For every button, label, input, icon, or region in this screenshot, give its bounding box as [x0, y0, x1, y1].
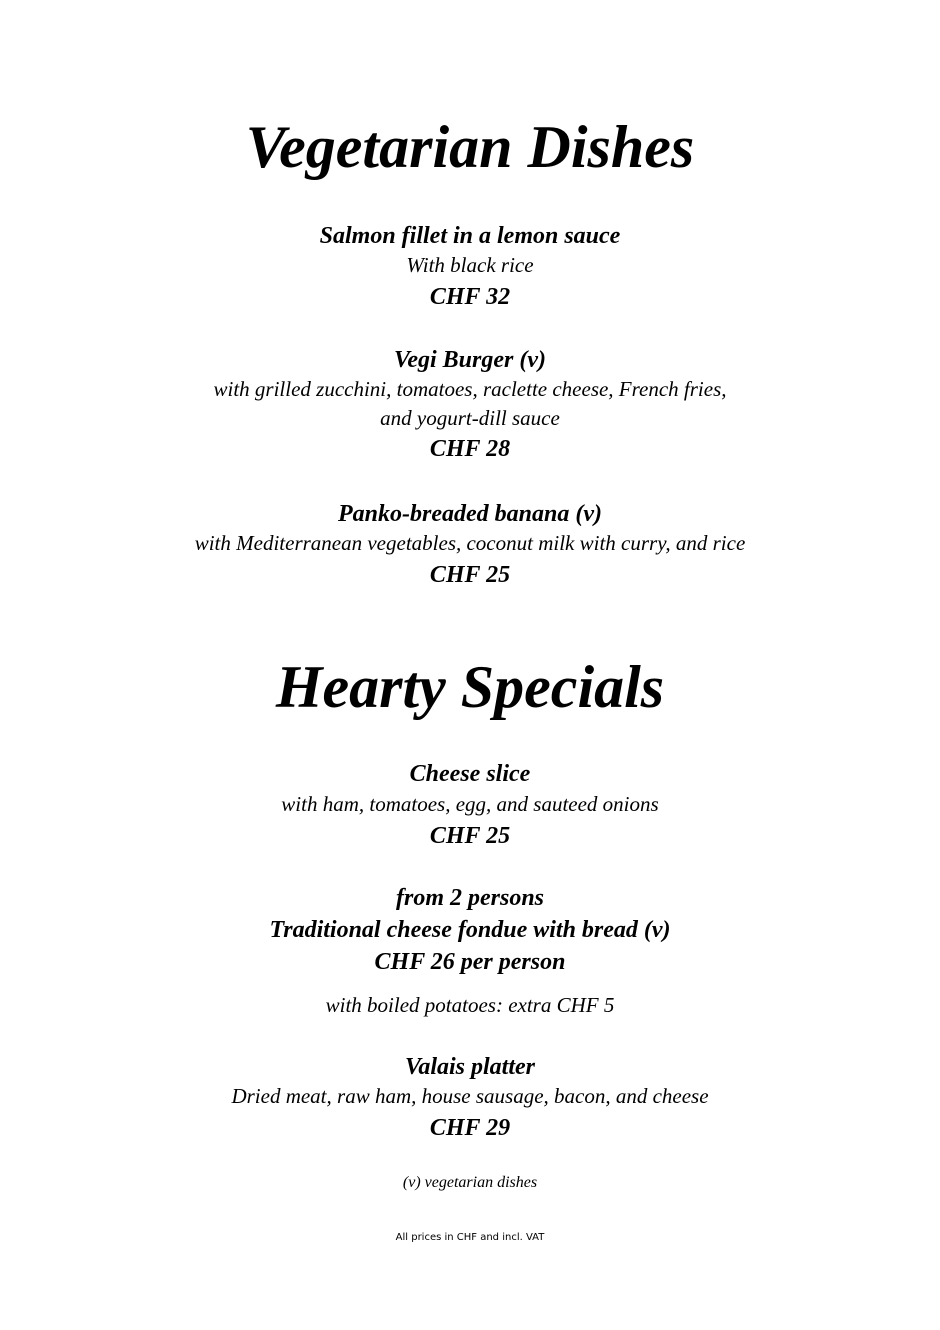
- dish-description-panko-banana: with Mediterranean vegetables, coconut milk with curry, and rice: [194, 531, 746, 555]
- dish-price-panko-banana: CHF 25: [429, 562, 511, 588]
- dish-description-vegi-burger-line2: and yogurt-dill sauce: [380, 406, 560, 430]
- section-title-hearty-specials: Hearty Specials: [275, 654, 665, 720]
- dish-price-fondue: CHF 26 per person: [374, 949, 566, 975]
- dish-description-cheese-slice: with ham, tomatoes, egg, and sauteed onions: [281, 792, 659, 816]
- dish-note-fondue: from 2 persons: [395, 885, 545, 911]
- dish-name-cheese-slice: Cheese slice: [409, 761, 531, 787]
- dish-price-vegi-burger: CHF 28: [429, 436, 511, 462]
- dish-price-valais-platter: CHF 29: [429, 1115, 511, 1141]
- price-footer-note: All prices in CHF and incl. VAT: [395, 1232, 545, 1243]
- dish-price-salmon: CHF 32: [429, 284, 511, 310]
- dish-name-valais-platter: Valais platter: [404, 1054, 536, 1080]
- dish-description-salmon: With black rice: [406, 253, 534, 277]
- dish-name-salmon: Salmon fillet in a lemon sauce: [319, 223, 621, 249]
- dish-name-vegi-burger: Vegi Burger (v): [394, 347, 546, 373]
- dish-description-vegi-burger-line1: with grilled zucchini, tomatoes, raclette cheese, French fries,: [213, 377, 727, 401]
- dish-name-panko-banana: Panko-breaded banana (v): [338, 501, 602, 527]
- dish-price-cheese-slice: CHF 25: [429, 823, 511, 849]
- vegetarian-legend: (v) vegetarian dishes: [402, 1174, 538, 1191]
- section-title-vegetarian: Vegetarian Dishes: [245, 114, 695, 180]
- dish-name-fondue: Traditional cheese fondue with bread (v): [269, 917, 671, 943]
- dish-extra-fondue: with boiled potatoes: extra CHF 5: [325, 993, 615, 1017]
- dish-description-valais-platter: Dried meat, raw ham, house sausage, bacon, and cheese: [231, 1084, 709, 1108]
